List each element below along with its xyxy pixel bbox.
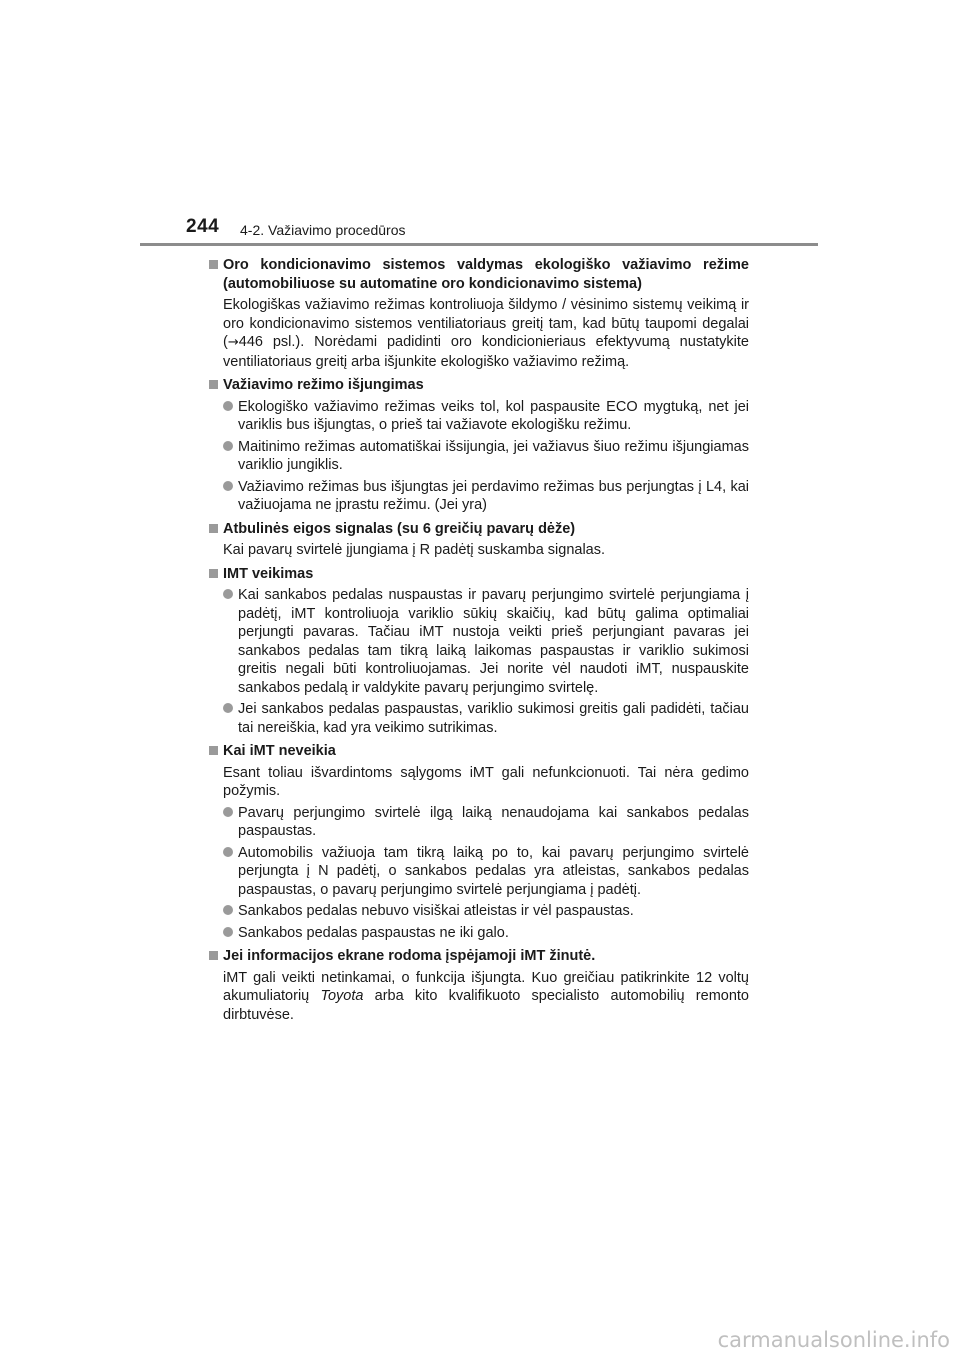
watermark: carmanualsonline.info (717, 1328, 950, 1352)
list-item-text: Jei sankabos pedalas paspaustas, variklio sukimosi greitis gali padidėti, tačiau tai nereiškia, kad yra veikimo sutrikimas. (238, 701, 749, 736)
section-imt-not-working (209, 742, 749, 942)
list-item (223, 478, 749, 515)
section-mode-off (209, 376, 749, 515)
list-item-text: Kai sankabos pedalas nuspaustas ir pavarų perjungimo svirtelė perjungiama į padėtį, iMT kontroliuoja variklio sūkių skaičių, kad būtų galima optimaliai perjungti pavaras. Tačiau iMT nustoja veikti prieš perjungiant pavaras jei sankabos pedalas tam tikrą laiką laikomas paspaustas ir variklio sukimosi greitis negali būti kontroliuojamas. Jei norite vėl naudoti iMT, nuspauskite sankabos pedalą ir valdykite pavarų perjungimo svirtelę. (238, 587, 749, 696)
list-item (223, 438, 749, 475)
section-heading (209, 742, 749, 761)
round-bullet-icon (223, 924, 238, 943)
header-rule (140, 243, 818, 246)
square-bullet-icon (209, 565, 223, 584)
arrow-icon: → (227, 335, 239, 350)
section-reverse-signal (209, 520, 749, 560)
paragraph: Esant toliau išvardintoms sąlygoms iMT gali nefunkcionuoti. Tai nėra gedimo požymis. (223, 764, 749, 799)
round-bullet-icon (223, 700, 238, 737)
section-imt-warning (209, 947, 749, 1024)
round-bullet-icon (223, 438, 238, 475)
list-item (223, 844, 749, 900)
list-item (223, 804, 749, 841)
square-bullet-icon (209, 256, 223, 293)
paragraph-text: 446 psl.). Norėdami padidinti oro kondicionieriaus efektyvumą nustatykite ventiliatoriaus greitį arba išjunkite ekologiško važiavimo režimą. (223, 334, 749, 370)
round-bullet-icon (223, 586, 238, 697)
round-bullet-icon (223, 478, 238, 515)
list-item (223, 700, 749, 737)
section-title: 4-2. Važiavimo procedūros (240, 222, 406, 238)
paragraph (223, 296, 749, 371)
section-air-conditioning (209, 256, 749, 371)
list-item-text: Važiavimo režimas bus išjungtas jei perdavimo režimas bus perjungtas į L4, kai važiuojama ne įprastu režimu. (Jei yra) (238, 478, 749, 513)
section-heading (209, 565, 749, 584)
section-heading (209, 947, 749, 966)
section-heading (209, 520, 749, 539)
square-bullet-icon (209, 947, 223, 966)
heading-text: Važiavimo režimo išjungimas (223, 377, 424, 393)
square-bullet-icon (209, 520, 223, 539)
round-bullet-icon (223, 844, 238, 900)
heading-text: Atbulinės eigos signalas (su 6 greičių pavarų dėže) (223, 520, 576, 537)
paragraph-text: Ekologiškas važiavimo režimas kontroliuoja šildymo / vėsinimo sistemų veikimą ir oro kondicionavimo sistemos ventiliatoriaus greitį tam, kad būtų taupomi degalai ( (223, 297, 749, 350)
list-item-text: Maitinimo režimas automatiškai išsijungia, jei važiavus šiuo režimu išjungiamas variklio jungiklis. (238, 438, 749, 473)
heading-text: IMT veikimas (223, 565, 314, 582)
round-bullet-icon (223, 804, 238, 841)
list-item-text: Automobilis važiuoja tam tikrą laiką po to, kai pavarų perjungimo svirtelė perjungta į N padėtį, o sankabos pedalas yra atleistas, sankabos pedalas paspaustas, o pavarų perjungimo svirtelė perjungiama į padėtį. (238, 844, 749, 898)
list-item (223, 902, 749, 921)
list-item (223, 924, 749, 943)
list-item-text: Pavarų perjungimo svirtelė ilgą laiką nenaudojama kai sankabos pedalas paspaustas. (238, 804, 749, 839)
page-number: 244 (186, 216, 220, 237)
heading-text: Kai iMT neveikia (223, 743, 336, 759)
section-heading (209, 376, 749, 395)
list-item-text: Ekologiško važiavimo režimas veiks tol, kol paspausite ECO mygtuką, net jei variklis bus išjungtas, o prieš tai važiavote ekologišku režimu. (238, 398, 749, 433)
paragraph-text: iMT gali veikti netinkamai, o funkcija išjungta. Kuo greičiau patikrinkite 12 voltų akumuliatorių (223, 969, 749, 1004)
heading-text: Oro kondicionavimo sistemos valdymas ekologiško važiavimo režime (automobiliuose su automatine oro kondicionavimo sistema) (223, 257, 749, 292)
square-bullet-icon (209, 742, 223, 761)
list-item-text: Sankabos pedalas nebuvo visiškai atleistas ir vėl paspaustas. (238, 903, 634, 919)
paragraph (223, 969, 749, 1025)
round-bullet-icon (223, 398, 238, 435)
round-bullet-icon (223, 902, 238, 921)
list-item (223, 398, 749, 435)
paragraph-text: arba kito kvalifikuoto specialisto automobilių remonto dirbtuvėse. (223, 988, 749, 1023)
heading-text: Jei informacijos ekrane rodoma įspėjamoji iMT žinutė. (223, 948, 596, 964)
paragraph: Kai pavarų svirtelė įjungiama į R padėtį suskamba signalas. (223, 542, 606, 558)
list-item-text: Sankabos pedalas paspaustas ne iki galo. (238, 924, 509, 941)
section-imt-operation (209, 565, 749, 738)
square-bullet-icon (209, 376, 223, 395)
brand-name: Toyota (320, 988, 364, 1004)
section-heading (209, 256, 749, 293)
list-item (223, 586, 749, 697)
page-content (209, 256, 749, 1029)
